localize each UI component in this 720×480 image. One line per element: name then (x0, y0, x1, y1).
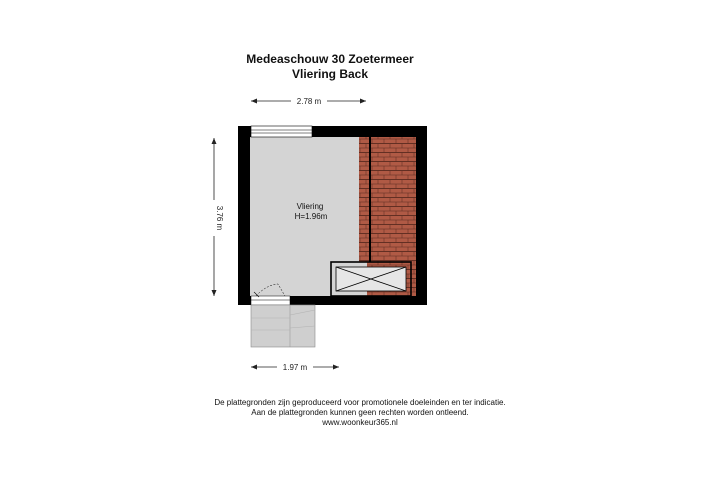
stairs (251, 305, 315, 347)
disclaimer-line-1: De plattegronden zijn geproduceerd voor promotionele doeleinden en ter indicatie. (214, 398, 506, 407)
dimension-left (208, 138, 224, 296)
roof-tiles (359, 137, 416, 262)
window-top (251, 126, 312, 137)
plan-title-floor: Vliering Back (291, 67, 369, 81)
disclaimer-line-2: Aan de plattegronden kunnen geen rechten worden ontleend. (251, 408, 469, 417)
room-height-label: H=1.96m (294, 212, 328, 221)
website-link[interactable]: www.woonkeur365.nl (322, 418, 398, 427)
plan-title-address: Medeaschouw 30 Zoetermeer (246, 52, 414, 66)
dimension-bottom-label: 1.97 m (282, 363, 308, 372)
dimension-top (251, 95, 366, 106)
dimension-top-label: 2.78 m (296, 97, 322, 106)
room-name-label: Vliering (296, 202, 324, 211)
roof-hatch (331, 262, 411, 296)
dimension-left-label: 3.76 m (215, 205, 224, 231)
dimension-bottom (251, 361, 339, 372)
